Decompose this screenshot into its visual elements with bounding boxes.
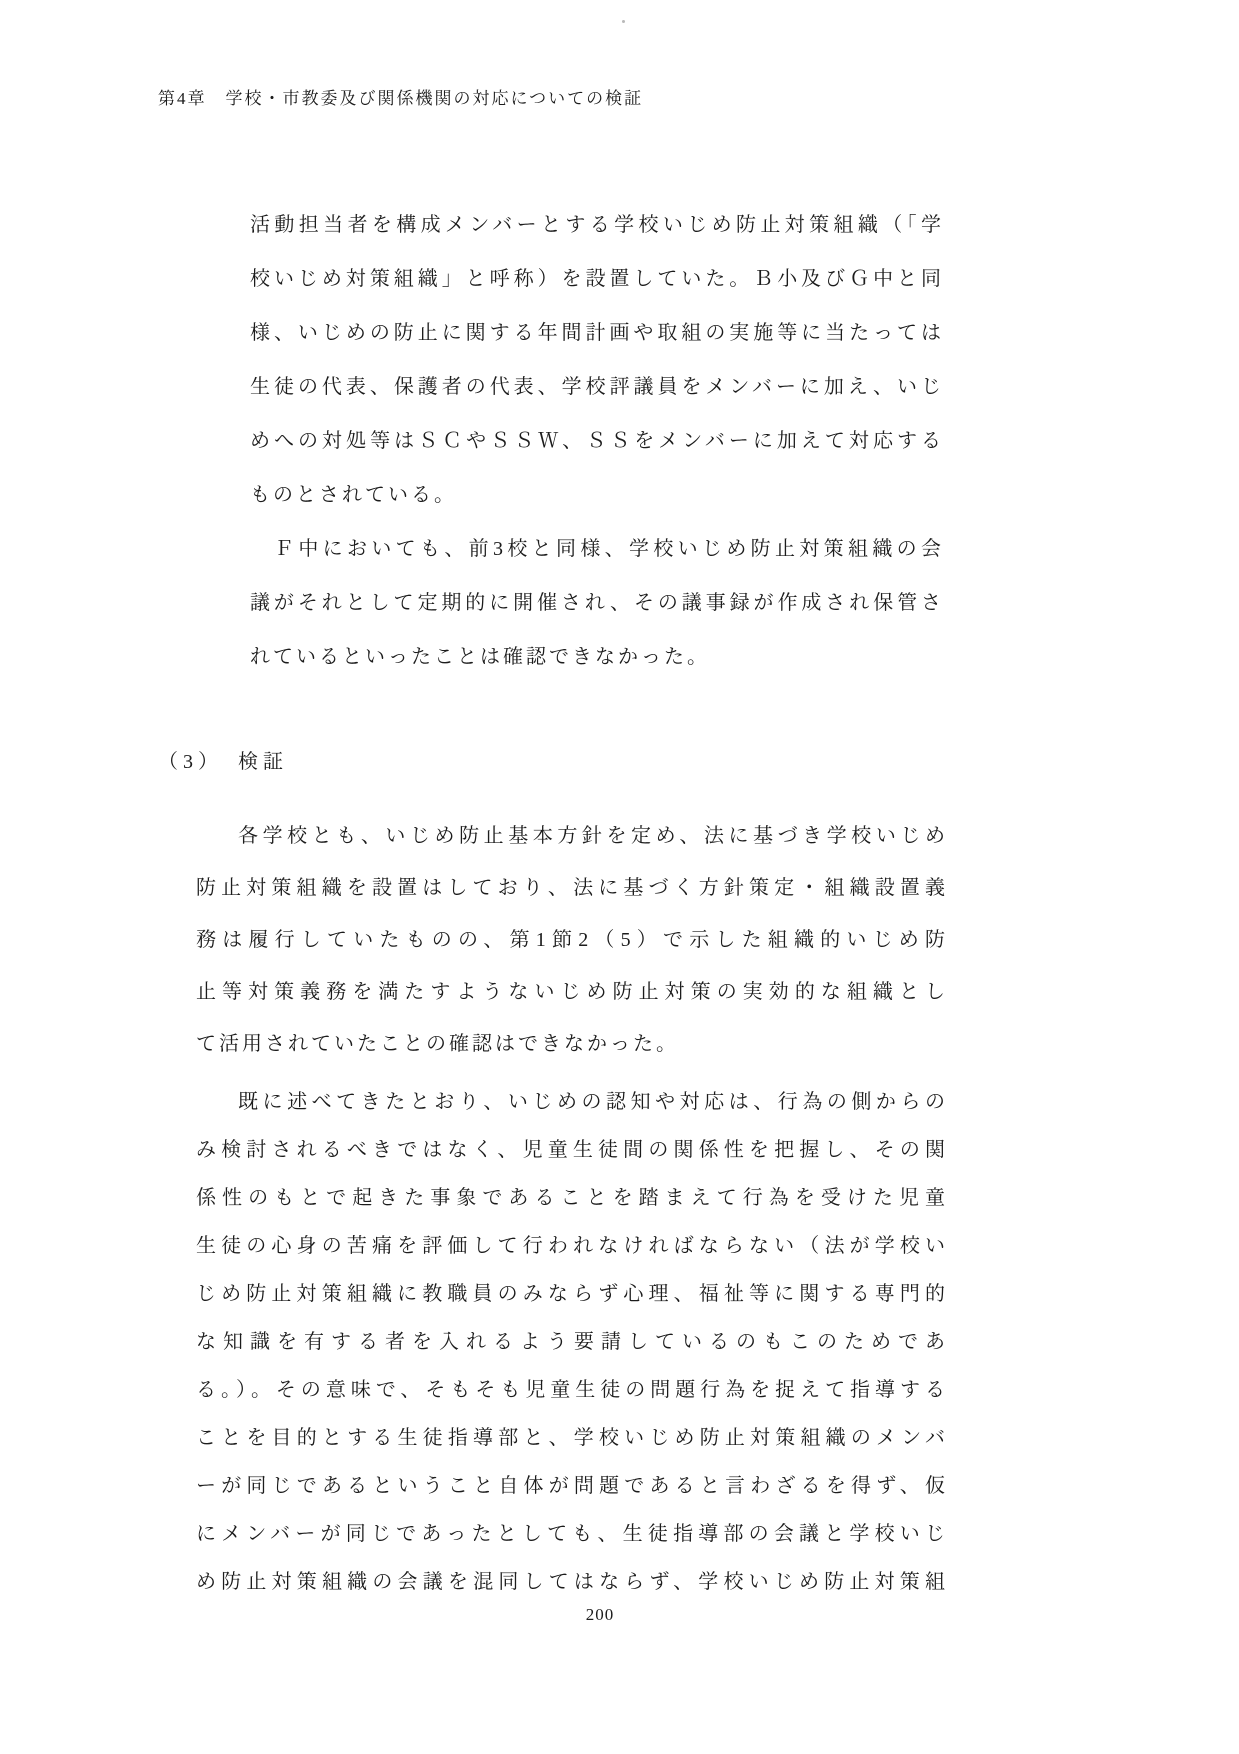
paragraph-4 [196, 1078, 948, 1606]
text-line: 務は履行していたものの、第1節2（5）で示した組織的いじめ防 [196, 929, 948, 951]
text-line: Ｆ中においても、前3校と同様、学校いじめ防止対策組織の会 [274, 538, 944, 560]
section-heading-3-kensho: （3） 検証 [158, 751, 288, 773]
text-line: ことを目的とする生徒指導部と、学校いじめ防止対策組織のメンバ [196, 1427, 948, 1449]
text-line: み検討されるべきではなく、児童生徒間の関係性を把握し、その関 [196, 1139, 948, 1161]
paragraph-2 [250, 522, 944, 684]
text-line: 各学校とも、いじめ防止基本方針を定め、法に基づき学校いじめ [238, 825, 948, 847]
text-line: 生徒の代表、保護者の代表、学校評議員をメンバーに加え、いじ [250, 376, 944, 398]
text-line: 防止対策組織を設置はしており、法に基づく方針策定・組織設置義 [196, 877, 948, 899]
text-line: にメンバーが同じであったとしても、生徒指導部の会議と学校いじ [196, 1523, 948, 1545]
text-line: めへの対処等はＳＣやＳＳＷ、ＳＳをメンバーに加えて対応する [250, 430, 944, 452]
text-line: な知識を有する者を入れるよう要請しているのもこのためであ [196, 1331, 948, 1353]
text-line: て活用されていたことの確認はできなかった。 [196, 1033, 679, 1055]
text-line: じめ防止対策組織に教職員のみならず心理、福祉等に関する専門的 [196, 1283, 948, 1305]
text-line: 校いじめ対策組織」と呼称）を設置していた。Ｂ小及びＧ中と同 [250, 268, 944, 290]
text-line: 係性のもとで起きた事象であることを踏まえて行為を受けた児童 [196, 1187, 948, 1209]
page-number: 200 [585, 1605, 615, 1624]
chapter-header: 第4章 学校・市教委及び関係機関の対応についての検証 [158, 89, 644, 108]
scan-artifact-dot [622, 20, 625, 23]
text-line: 議がそれとして定期的に開催され、その議事録が作成され保管さ [250, 592, 944, 614]
text-line: 様、いじめの防止に関する年間計画や取組の実施等に当たっては [250, 322, 944, 344]
text-line: ーが同じであるということ自体が問題であると言わざるを得ず、仮 [196, 1475, 948, 1497]
text-line: れているといったことは確認できなかった。 [250, 646, 710, 668]
text-line: 既に述べてきたとおり、いじめの認知や対応は、行為の側からの [238, 1091, 948, 1113]
text-line: る。）。その意味で、そもそも児童生徒の問題行為を捉えて指導する [196, 1379, 948, 1401]
text-line: め防止対策組織の会議を混同してはならず、学校いじめ防止対策組 [196, 1571, 948, 1593]
text-line: ものとされている。 [250, 484, 457, 506]
paragraph-1 [250, 198, 944, 522]
upper-text-block [250, 198, 944, 684]
paragraph-3 [196, 810, 948, 1070]
text-line: 活動担当者を構成メンバーとする学校いじめ防止対策組織（「学 [250, 214, 944, 236]
lower-text-block [196, 810, 948, 1606]
text-line: 生徒の心身の苦痛を評価して行われなければならない（法が学校い [196, 1235, 948, 1257]
text-line: 止等対策義務を満たすようないじめ防止対策の実効的な組織とし [196, 981, 948, 1003]
